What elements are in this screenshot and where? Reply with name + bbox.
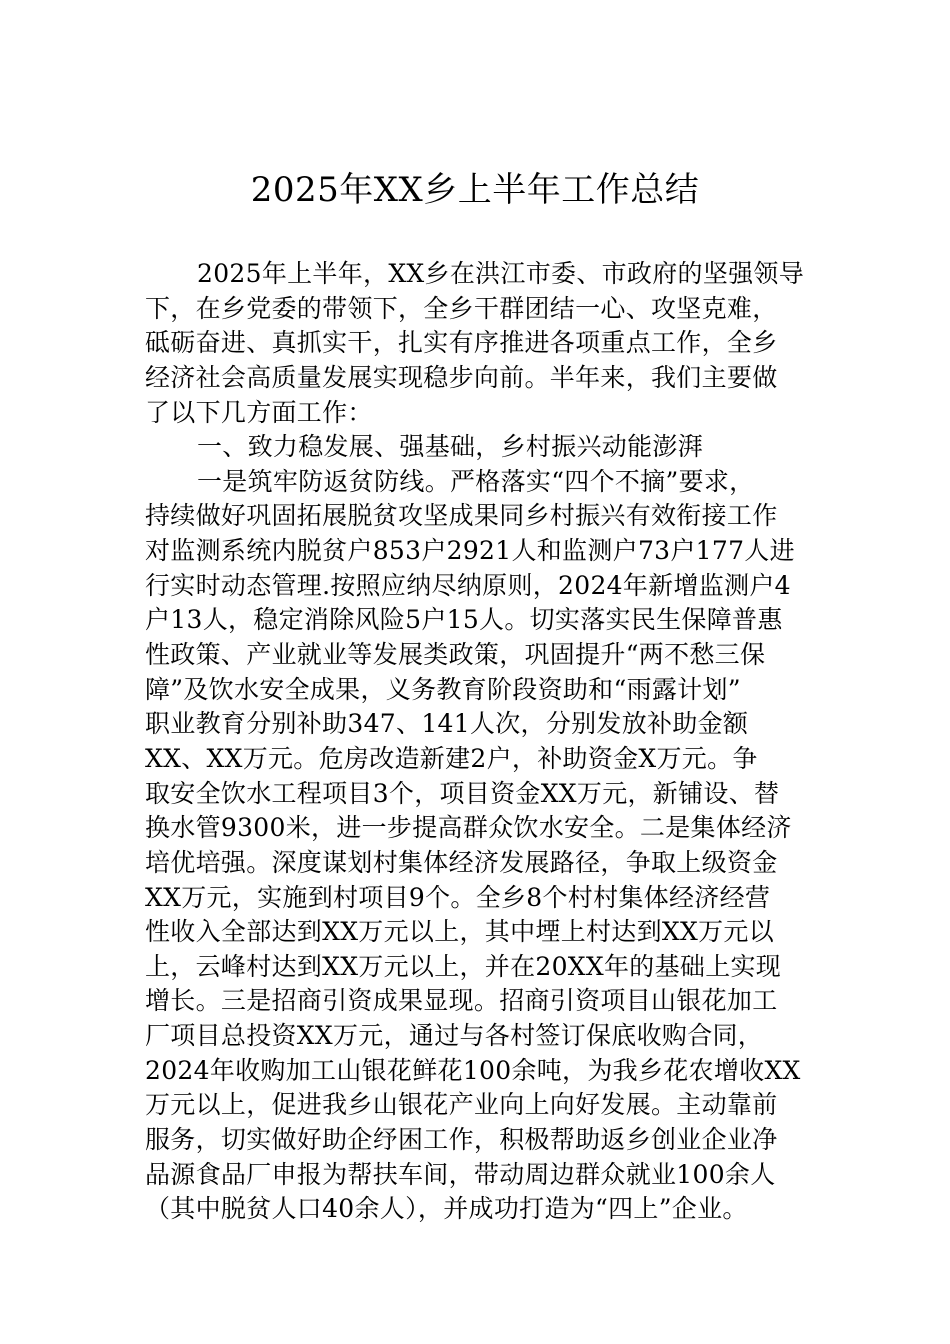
body-line: 性政策、产业就业等发展类政策，巩固提升“两不愁三保 <box>145 640 766 670</box>
document-title: 2025年XX乡上半年工作总结 <box>250 170 700 210</box>
body-line: 下，在乡党委的带领下，全乡干群团结一心、攻坚克难， <box>145 293 778 323</box>
body-line: 培优培强。深度谋划村集体经济发展路径，争取上级资金 <box>145 847 778 877</box>
body-line: XX、XX万元。危房改造新建2户，补助资金X万元。争 <box>145 743 758 773</box>
body-line: （其中脱贫人口40余人），并成功打造为“四上”企业。 <box>145 1194 748 1224</box>
body-line: 职业教育分别补助347、141人次，分别发放补助金额 <box>145 709 749 739</box>
body-line: 品源食品厂申报为帮扶车间，带动周边群众就业100余人 <box>145 1159 776 1189</box>
body-line: 对监测系统内脱贫户853户2921人和监测户73户177人进 <box>145 536 795 566</box>
body-line: 2025年上半年，XX乡在洪江市委、市政府的坚强领导 <box>197 259 805 288</box>
body-line: 了以下几方面工作： <box>145 397 373 427</box>
body-line: 砥砺奋进、真抓实干，扎实有序推进各项重点工作，全乡 <box>145 328 778 358</box>
body-line: 厂项目总投资XX万元，通过与各村签订保底收购合同， <box>145 1021 764 1051</box>
body-line: 换水管9300米，进一步提高群众饮水安全。二是集体经济 <box>145 813 792 843</box>
document-body <box>145 257 825 1227</box>
body-line: 2024年收购加工山银花鲜花100余吨，为我乡花农增收XX <box>145 1055 801 1085</box>
body-line: 万元以上，促进我乡山银花产业向上向好发展。主动靠前 <box>145 1090 778 1120</box>
body-line: 障”及饮水安全成果，义务教育阶段资助和“雨露计划” <box>145 674 741 704</box>
body-line: XX万元，实施到村项目9个。全乡8个村村集体经济经营 <box>145 882 771 912</box>
body-line: 增长。三是招商引资成果显现。招商引资项目山银花加工 <box>145 986 778 1016</box>
body-line: 经济社会高质量发展实现稳步向前。半年来，我们主要做 <box>145 362 778 392</box>
section-heading: 一、致力稳发展、强基础，乡村振兴动能澎湃 <box>197 432 704 462</box>
body-line: 户13人，稳定消除风险5户15人。切实落实民生保障普惠 <box>145 605 783 635</box>
body-line: 性收入全部达到XX万元以上，其中堙上村达到XX万元以 <box>145 917 774 947</box>
body-line: 上，云峰村达到XX万元以上，并在20XX年的基础上实现 <box>145 951 782 981</box>
body-line: 行实时动态管理.按照应纳尽纳原则，2024年新增监测户4 <box>145 570 791 600</box>
body-line: 一是筑牢防返贫防线。严格落实“四个不摘”要求， <box>197 466 755 496</box>
body-line: 取安全饮水工程项目3个，项目资金XX万元，新铺设、替 <box>145 778 780 808</box>
body-line: 持续做好巩固拓展脱贫攻坚成果同乡村振兴有效衔接工作 <box>145 501 778 531</box>
body-line: 服务，切实做好助企纾困工作，积极帮助返乡创业企业净 <box>145 1125 778 1155</box>
